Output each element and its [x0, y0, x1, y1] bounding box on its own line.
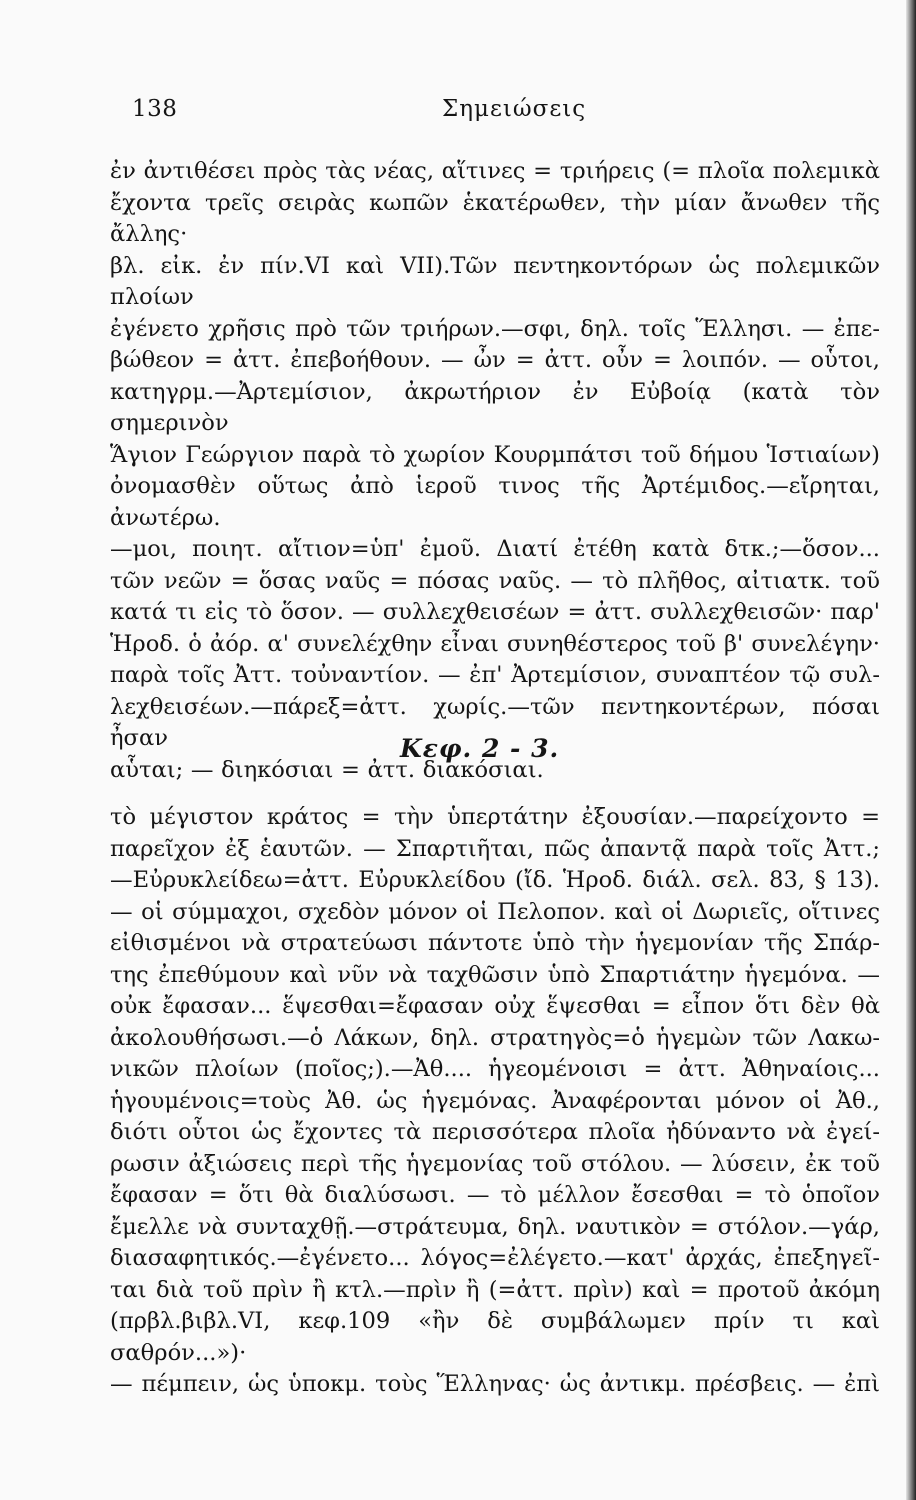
- text-line: οὐκ ἔφασαν... ἕψεσθαι=ἔφασαν οὐχ ἕψεσθαι = εἶπον ὅτι δὲν θὰ: [110, 993, 880, 1019]
- text-line: (πρβλ.βιβλ.VI, κεφ.109 «ἢν δὲ συμβάλωμεν πρίν τι καὶ σαθρόν...»)·: [110, 1308, 880, 1366]
- text-line: ἡγουμένοις=τοὺς Ἀθ. ὡς ἡγεμόνας. Ἀναφέρονται μόνον οἱ Ἀθ.,: [110, 1087, 880, 1114]
- text-line: ἔμελλε νὰ συνταχθῇ.—στράτευμα, δηλ. ναυτικὸν = στόλον.—γάρ,: [110, 1213, 880, 1240]
- page-header: [132, 96, 892, 132]
- chapter-heading: Κεφ. 2 - 3.: [400, 734, 560, 763]
- page-number: 138: [132, 96, 178, 122]
- text-line: ἔφασαν = ὅτι θὰ διαλύσωσι. — τὸ μέλλον ἔσεσθαι = τὸ ὁποῖον: [110, 1182, 880, 1208]
- text-line: τῶν νεῶν = ὅσας ναῦς = πόσας ναῦς. — τὸ πλῆθος, αἰτιατκ. τοῦ: [110, 567, 880, 594]
- text-line: λεχθεισέων.—πάρεξ=ἀττ. χωρίς.—τῶν πεντηκοντέρων, πόσαι ἦσαν: [110, 693, 880, 751]
- text-line: ἀκολουθήσωσι.—ὁ Λάκων, δηλ. στρατηγὸς=ὁ ἡγεμὼν τῶν Λακω-: [110, 1024, 880, 1051]
- text-line: ὀνομασθὲν οὕτως ἀπὸ ἱεροῦ τινος τῆς Ἀρτέμιδος.—εἴρηται, ἀνωτέρω.: [110, 473, 880, 531]
- text-line: κατά τι εἰς τὸ ὅσον. — συλλεχθεισέων = ἀττ. συλλεχθεισῶν· παρ': [110, 599, 880, 625]
- text-line: εἰθισμένοι νὰ στρατεύωσι πάντοτε ὑπὸ τὴν ἡγεμονίαν τῆς Σπάρ-: [110, 930, 880, 956]
- running-title: Σημειώσεις: [442, 96, 587, 122]
- text-line: Ἡροδ. ὁ ἀόρ. α' συνελέχθην εἶναι συνηθέστερος τοῦ β' συνελέγην·: [110, 630, 880, 657]
- text-line: ἔχοντα τρεῖς σειρὰς κωπῶν ἑκατέρωθεν, τὴν μίαν ἄνωθεν τῆς ἄλλης·: [110, 189, 880, 247]
- page-edge-shadow: [906, 0, 916, 1500]
- text-line: βλ. εἰκ. ἐν πίν.VI καὶ VII).Τῶν πεντηκοντόρων ὡς πολεμικῶν πλοίων: [110, 252, 880, 310]
- commentary-paragraph-2: [110, 802, 880, 1401]
- text-line: — οἱ σύμμαχοι, σχεδὸν μόνον οἱ Πελοπον. καὶ οἱ Δωριεῖς, οἵτινες: [110, 898, 880, 925]
- text-line: κατηγρμ.—Ἀρτεμίσιον, ἀκρωτήριον ἐν Εὐβοίᾳ (κατὰ τὸν σημερινὸν: [110, 378, 880, 436]
- text-line: νικῶν πλοίων (ποῖος;).—Ἀθ.... ἡγεομένοισι = ἀττ. Ἀθηναίοις...: [110, 1056, 880, 1082]
- text-line: βώθεον = ἀττ. ἐπεβοήθουν. — ὦν = ἀττ. οὖν = λοιπόν. — οὗτοι,: [110, 347, 880, 373]
- text-line: —Εὐρυκλείδεω=ἀττ. Εὐρυκλείδου (ἴδ. Ἡροδ. διάλ. σελ. 83, § 13).: [110, 867, 880, 893]
- text-line: ρωσιν ἀξιώσεις περὶ τῆς ἡγεμονίας τοῦ στόλου. — λύσειν, ἐκ τοῦ: [110, 1150, 880, 1177]
- text-line: παρὰ τοῖς Ἀττ. τοὐναντίον. — ἐπ' Ἀρτεμίσιον, συναπτέον τῷ συλ-: [110, 662, 880, 688]
- text-line: ται διὰ τοῦ πρὶν ἢ κτλ.—πρὶν ἢ (=ἀττ. πρὶν) καὶ = προτοῦ ἀκόμη: [110, 1276, 880, 1303]
- text-line: διασαφητικός.—ἐγένετο... λόγος=ἐλέγετο.—κατ' ἀρχάς, ἐπεξηγεῖ-: [110, 1245, 880, 1271]
- text-line: — πέμπειν, ὡς ὑποκμ. τοὺς Ἕλληνας· ὡς ἀντικμ. πρέσβεις. — ἐπὶ: [110, 1371, 880, 1397]
- text-line: ἐγένετο χρῆσις πρὸ τῶν τριήρων.—σφι, δηλ. τοῖς Ἕλλησι. — ἐπε-: [110, 315, 880, 342]
- text-line: παρεῖχον ἐξ ἑαυτῶν. — Σπαρτιῆται, πῶς ἀπαντᾷ παρὰ τοῖς Ἀττ.;: [110, 835, 880, 862]
- text-line: αὗται; — διηκόσιαι = ἀττ. διακόσιαι.: [110, 756, 544, 783]
- text-line: τὸ μέγιστον κράτος = τὴν ὑπερτάτην ἐξουσίαν.—παρείχοντο =: [110, 804, 880, 830]
- text-line: Ἅγιον Γεώργιον παρὰ τὸ χωρίον Κουρμπάτσι τοῦ δήμου Ἱστιαίων): [110, 441, 880, 468]
- text-line: της ἐπεθύμουν καὶ νῦν νὰ ταχθῶσιν ὑπὸ Σπαρτιάτην ἡγεμόνα. —: [110, 961, 880, 988]
- text-line: ἐν ἀντιθέσει πρὸς τὰς νέας, αἵτινες = τριήρεις (= πλοῖα πολεμικὰ: [110, 158, 880, 184]
- text-line: διότι οὗτοι ὡς ἔχοντες τὰ περισσότερα πλοῖα ἠδύναντο νὰ ἐγεί-: [110, 1119, 880, 1145]
- commentary-paragraph-1: [110, 156, 880, 786]
- text-line: —μοι, ποιητ. αἴτιον=ὑπ' ἐμοῦ. Διατί ἐτέθη κατὰ δτκ.;—ὅσον...: [110, 536, 880, 562]
